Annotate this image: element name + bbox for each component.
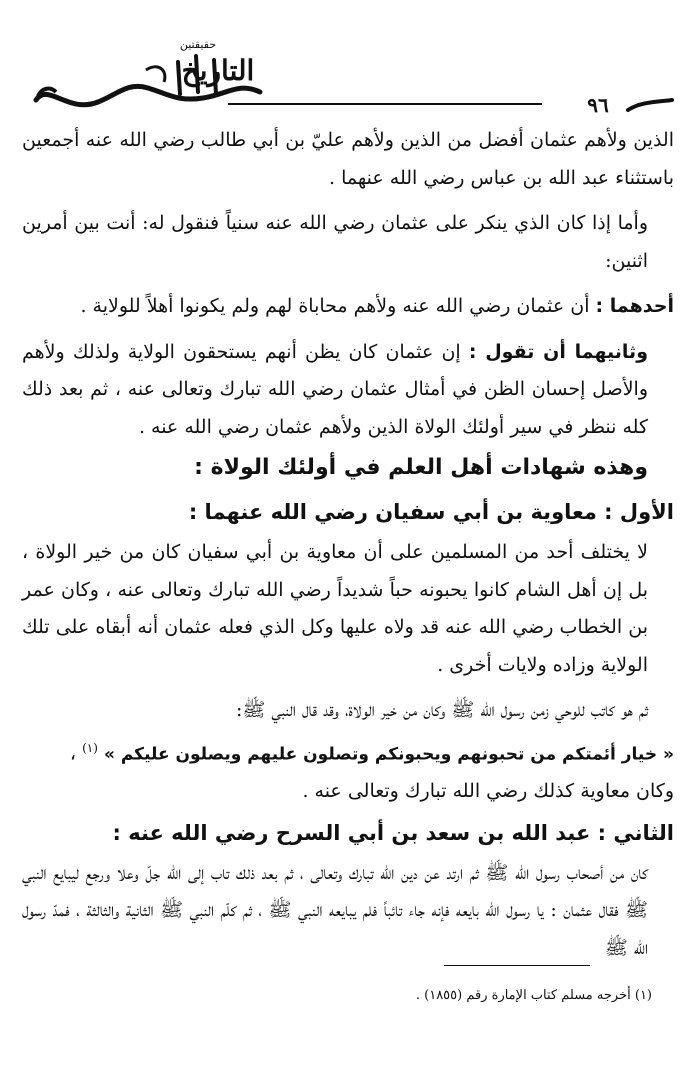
hadith-quote: [22, 730, 674, 774]
footnote-rule: [444, 965, 590, 966]
quote-text: « خيار أئمتكم من تحبونهم ويحبونكم وتصلون عليهم ويصلون عليكم »: [103, 743, 674, 764]
paragraph-text: أن عثمان رضي الله عنه ولأهم محاباة لهم ولم يكونوا أهلاً للولاية .: [80, 295, 590, 317]
running-title: التاريخ: [181, 54, 255, 87]
section-heading: الثاني : عبد الله بن سعد بن أبي السرح رضي الله عنه :: [112, 820, 674, 845]
paragraph: وكان معاوية كذلك رضي الله تبارك وتعالى عنه .: [302, 780, 674, 803]
paragraph: ثم هو كاتب للوحي زمن رسول الله ﷺ وكان من خير الولاة، وقد قال النبي ﷺ:: [236, 699, 648, 721]
paragraph-label: وثانيهما أن تقول :: [468, 340, 649, 363]
quote-comma: ،: [69, 741, 77, 764]
paragraph: لا يختلف أحد من المسلمين على أن معاوية بن أبي سفيان كان من خير الولاة ، بل إن أهل الشام كانوا يحبونه حباً شديداً رضي الله تبارك وتعالى عنه ، وكان عمر بن الخطاب رضي الله عنه قد ولاه عليها وكل الذي فعله عثمان أنه أبقاه على تلك الولاية وزاده ولايات أخرى .: [22, 541, 648, 676]
page-body: [22, 122, 674, 967]
section-heading: الأول : معاوية بن أبي سفيان رضي الله عنهما :: [188, 500, 674, 524]
header-rule: [228, 103, 542, 105]
section-heading: وهذه شهادات أهل العلم في أولئك الولاة :: [194, 455, 648, 480]
page-number: ٩٦: [587, 93, 609, 117]
ornament-text: حقيقتين: [179, 38, 217, 51]
paragraph-label: أحدهما :: [595, 295, 674, 317]
footnote-marker: (١): [82, 740, 98, 755]
paragraph-text: إن عثمان كان يظن أنهم يستحقون الولاية ولذلك ولأهم والأصل إحسان الظن في أمثال عثمان رضي الله تبارك وتعالى عنه ، ثم بعد ذلك كله ننظر في سير أولئك الولاة الذين ولأهم عثمان رضي الله عنه .: [22, 340, 648, 438]
paragraph: كان من أصحاب رسول الله ﷺ ثم ارتد عن دين الله تبارك وتعالى ، ثم بعد ذلك تاب إلى الله جلّ وعلا ورجع ليبايع النبي ﷺ فقال عثمان : يا رسول الله بايعه فإنه جاء تائباً فلم يبايعه النبي ﷺ ، ثم كلّم النبي ﷺ الثانية والثالثة ، فمدّ رسول الله ﷺ: [22, 861, 648, 959]
footnote: (١) أخرجه مسلم كتاب الإمارة رقم (١٨٥٥) .: [415, 988, 652, 1003]
paragraph: وأما إذا كان الذي ينكر على عثمان رضي الله عنه سنياً فنقول له: أنت بين أمرين اثنين:: [22, 212, 648, 272]
page-number-flourish: [626, 96, 676, 116]
running-title-calligraphy: [28, 22, 278, 114]
paragraph: [22, 288, 674, 326]
paragraph: [22, 334, 674, 447]
paragraph: الذين ولأهم عثمان أفضل من الذين ولأهم عليّ بن أبي طالب رضي الله عنه أجمعين باستثناء عبد الله بن عباس رضي الله عنهما .: [22, 129, 674, 189]
